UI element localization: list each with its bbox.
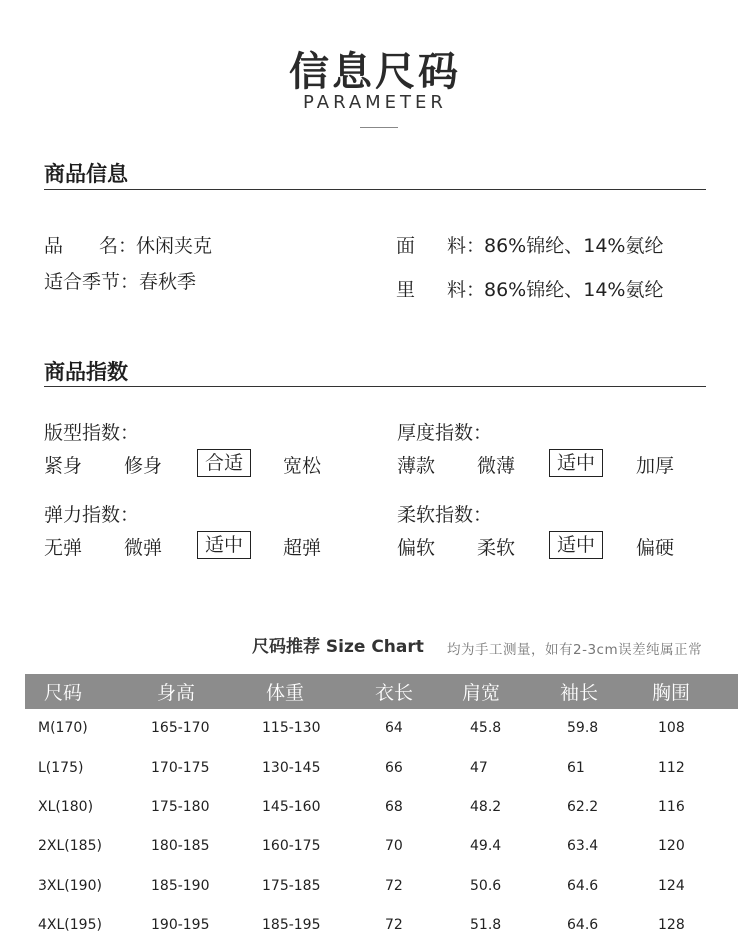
table-cell: M(170) bbox=[38, 720, 88, 736]
fit-option-4: 宽松 bbox=[283, 455, 322, 477]
col-header-weight: 体重 bbox=[266, 682, 305, 704]
table-cell: 3XL(190) bbox=[38, 878, 102, 894]
table-cell: 180-185 bbox=[151, 838, 210, 854]
col-header-height: 身高 bbox=[157, 682, 196, 704]
table-cell: 175-185 bbox=[262, 878, 321, 894]
table-cell: 64 bbox=[385, 720, 403, 736]
softness-option-selected: 适中 bbox=[549, 531, 603, 559]
table-cell: 50.6 bbox=[470, 878, 502, 894]
table-cell: 61 bbox=[567, 760, 585, 776]
page-title: 信息尺码 bbox=[289, 49, 461, 95]
table-cell: 185-195 bbox=[262, 917, 321, 933]
table-cell: 51.8 bbox=[470, 917, 502, 933]
info-name-value: 休闲夹克 bbox=[136, 235, 213, 257]
softness-option-4: 偏硬 bbox=[636, 537, 675, 559]
thickness-option-1: 薄款 bbox=[397, 455, 436, 477]
stretch-option-selected: 适中 bbox=[197, 531, 251, 559]
table-cell: 48.2 bbox=[470, 799, 502, 815]
table-cell: L(175) bbox=[38, 760, 84, 776]
stretch-option-4: 超弹 bbox=[283, 537, 322, 559]
table-cell: 128 bbox=[658, 917, 685, 933]
thickness-option-selected: 适中 bbox=[549, 449, 603, 477]
table-cell: 185-190 bbox=[151, 878, 210, 894]
thickness-index-label: 厚度指数： bbox=[397, 422, 493, 444]
col-header-chest: 胸围 bbox=[652, 682, 691, 704]
table-cell: 120 bbox=[658, 838, 685, 854]
table-cell: 62.2 bbox=[567, 799, 599, 815]
table-cell: 112 bbox=[658, 760, 685, 776]
softness-option-1: 偏软 bbox=[397, 537, 436, 559]
table-cell: 116 bbox=[658, 799, 685, 815]
table-cell: 108 bbox=[658, 720, 685, 736]
table-cell: 47 bbox=[470, 760, 488, 776]
table-cell: 45.8 bbox=[470, 720, 502, 736]
table-cell: 66 bbox=[385, 760, 403, 776]
info-lining-label: 里 料： bbox=[396, 279, 486, 301]
page-subtitle: PARAMETER bbox=[303, 92, 447, 113]
table-cell: 68 bbox=[385, 799, 403, 815]
info-fabric bbox=[396, 231, 663, 258]
table-cell: 72 bbox=[385, 917, 403, 933]
table-cell: 190-195 bbox=[151, 917, 210, 933]
table-cell: 130-145 bbox=[262, 760, 321, 776]
product-index-heading: 商品指数 bbox=[44, 360, 128, 384]
fit-option-2: 修身 bbox=[124, 455, 163, 477]
table-cell: 72 bbox=[385, 878, 403, 894]
info-season-value: 春秋季 bbox=[139, 271, 197, 293]
table-cell: 4XL(195) bbox=[38, 917, 102, 933]
size-chart-title: 尺码推荐 Size Chart bbox=[252, 637, 424, 657]
fit-option-selected: 合适 bbox=[197, 449, 251, 477]
stretch-option-2: 微弹 bbox=[124, 537, 163, 559]
product-info-divider bbox=[44, 189, 706, 190]
fit-option-1: 紧身 bbox=[44, 455, 83, 477]
table-cell: 165-170 bbox=[151, 720, 210, 736]
softness-index-label: 柔软指数： bbox=[397, 504, 493, 526]
table-cell: 175-180 bbox=[151, 799, 210, 815]
info-fabric-label: 面 料： bbox=[396, 235, 486, 257]
table-cell: 49.4 bbox=[470, 838, 502, 854]
info-name-label: 品 名： bbox=[44, 235, 138, 257]
table-cell: 170-175 bbox=[151, 760, 210, 776]
fit-index-label: 版型指数： bbox=[44, 422, 140, 444]
info-name bbox=[44, 231, 212, 258]
table-cell: 2XL(185) bbox=[38, 838, 102, 854]
thickness-option-4: 加厚 bbox=[636, 455, 675, 477]
info-lining-value: 86%锦纶、14%氨纶 bbox=[484, 279, 664, 301]
thickness-option-2: 微薄 bbox=[477, 455, 516, 477]
col-header-size: 尺码 bbox=[44, 682, 83, 704]
table-cell: 124 bbox=[658, 878, 685, 894]
table-cell: 160-175 bbox=[262, 838, 321, 854]
table-cell: 145-160 bbox=[262, 799, 321, 815]
info-fabric-value: 86%锦纶、14%氨纶 bbox=[484, 235, 664, 257]
col-header-shoulder: 肩宽 bbox=[462, 682, 501, 704]
col-header-length: 衣长 bbox=[375, 682, 414, 704]
table-cell: 70 bbox=[385, 838, 403, 854]
table-cell: 59.8 bbox=[567, 720, 599, 736]
stretch-option-1: 无弹 bbox=[44, 537, 83, 559]
product-info-heading: 商品信息 bbox=[44, 162, 128, 186]
col-header-sleeve: 袖长 bbox=[560, 682, 599, 704]
info-season-label: 适合季节： bbox=[44, 271, 140, 293]
stretch-index-label: 弹力指数： bbox=[44, 504, 140, 526]
product-index-divider bbox=[44, 386, 706, 387]
title-divider bbox=[360, 127, 398, 128]
table-cell: 64.6 bbox=[567, 917, 599, 933]
info-lining bbox=[396, 275, 663, 302]
info-season bbox=[44, 267, 196, 294]
table-cell: 64.6 bbox=[567, 878, 599, 894]
size-chart-note: 均为手工测量，如有2-3cm误差纯属正常 bbox=[447, 642, 703, 658]
table-cell: XL(180) bbox=[38, 799, 94, 815]
softness-option-2: 柔软 bbox=[477, 537, 516, 559]
table-cell: 63.4 bbox=[567, 838, 599, 854]
table-cell: 115-130 bbox=[262, 720, 321, 736]
